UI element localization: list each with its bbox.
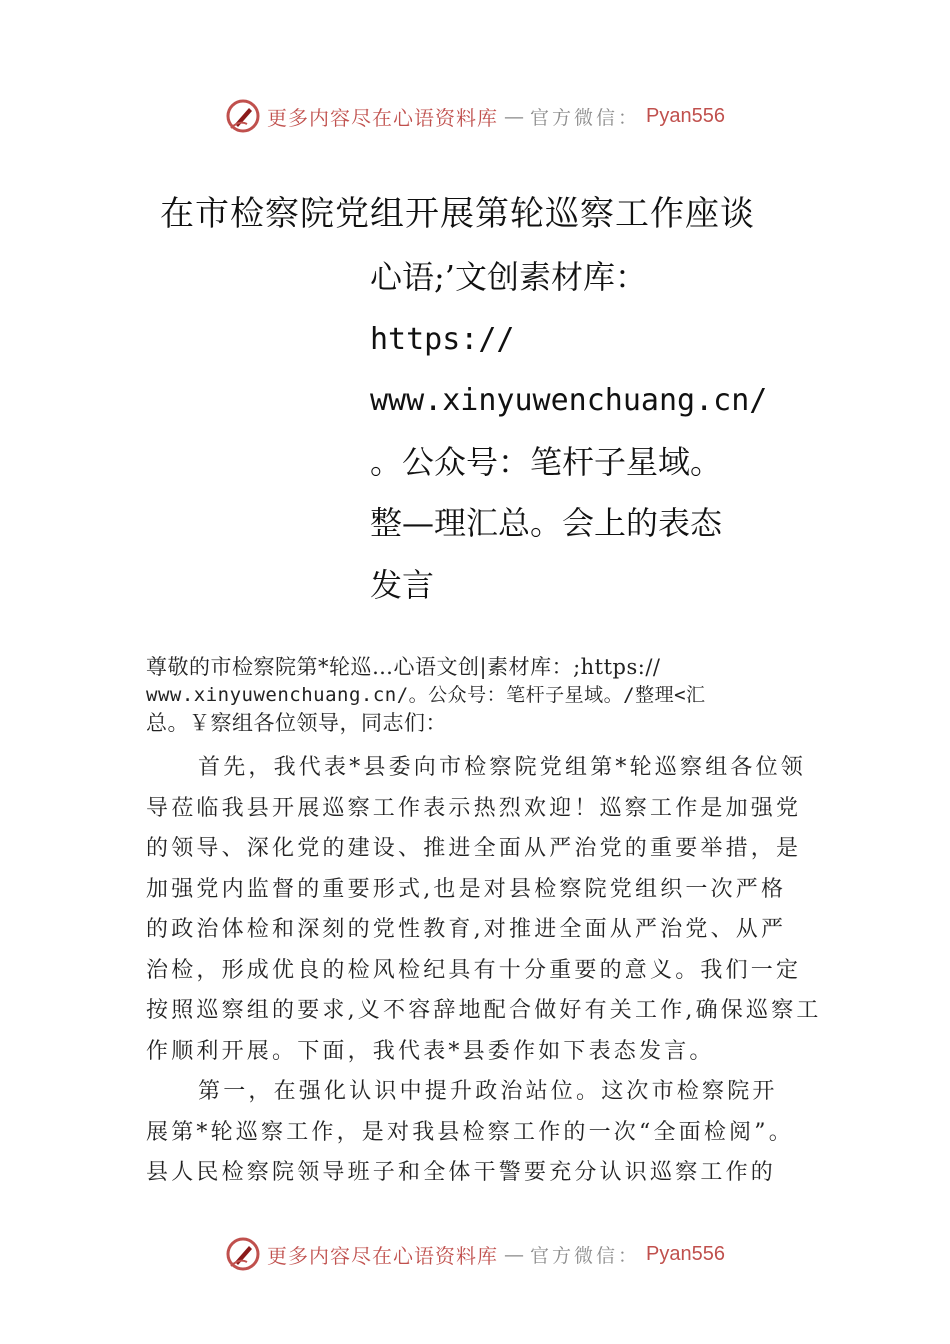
banner-wechat-id: Pyan556 — [646, 104, 725, 127]
subtitle-line: 发言 — [370, 565, 435, 604]
body-paragraphs — [146, 748, 826, 1194]
body-line: 县人民检察院领导班子和全体干警要充分认识巡察工作的 — [146, 1160, 777, 1185]
banner-text: 更多内容尽在心语资料库 — [267, 105, 498, 130]
salutation — [146, 653, 826, 737]
document-subtitle — [370, 247, 770, 616]
pen-logo-icon — [225, 1236, 261, 1272]
body-line: 第一，在强化认识中提升政治站位。这次市检察院开 — [198, 1079, 778, 1104]
banner-text: 更多内容尽在心语资料库 — [267, 1243, 498, 1268]
banner-wechat-id: Pyan556 — [646, 1242, 725, 1265]
subtitle-line: www.xinyuwenchuang.cn/ — [370, 383, 768, 418]
body-line: 按照巡察组的要求,义不容辞地配合做好有关工作,确保巡察工 — [146, 998, 822, 1023]
banner-wechat-label: 官方微信： — [530, 1244, 641, 1267]
body-line: 的政治体检和深刻的党性教育,对推进全面从严治党、从严 — [146, 917, 787, 942]
salutation-line: 尊敬的市检察院第*轮巡…心语文创|素材库：;https:// — [146, 655, 661, 679]
footer-watermark-banner — [0, 1234, 950, 1274]
body-line: 的领导、深化党的建设、推进全面从严治党的重要举措，是 — [146, 836, 802, 861]
body-line: 首先，我代表*县委向市检察院党组第*轮巡察组各位领 — [198, 755, 807, 780]
body-line: 作顺利开展。下面，我代表*县委作如下表态发言。 — [146, 1038, 715, 1064]
salutation-line: 总。￥察组各位领导，同志们： — [146, 711, 447, 735]
header-watermark-banner — [0, 96, 950, 136]
subtitle-line: 整—理汇总。会上的表态 — [370, 504, 723, 542]
subtitle-line: 心语;’文创素材库： — [370, 258, 647, 296]
body-line: 治检，形成优良的检风检纪具有十分重要的意义。我们一定 — [146, 957, 802, 983]
pen-logo-icon — [225, 98, 261, 134]
banner-separator: — — [504, 1242, 524, 1266]
salutation-line: www.xinyuwenchuang.cn/。公众号：笔杆子星域。/整理<汇 — [146, 684, 706, 706]
banner-wechat-label: 官方微信： — [530, 106, 641, 129]
body-line: 展第*轮巡察工作，是对我县检察工作的一次“全面检阅”。 — [146, 1119, 794, 1145]
banner-separator: — — [504, 104, 524, 128]
document-title: 在市检察院党组开展第轮巡察工作座谈 — [160, 194, 755, 234]
body-line: 导莅临我县开展巡察工作表示热烈欢迎！巡察工作是加强党 — [146, 795, 802, 821]
body-line: 加强党内监督的重要形式,也是对县检察院党组织一次严格 — [146, 876, 787, 902]
subtitle-line: 。公众号：笔杆子星域。 — [370, 442, 723, 481]
subtitle-line: https:// — [370, 321, 515, 357]
